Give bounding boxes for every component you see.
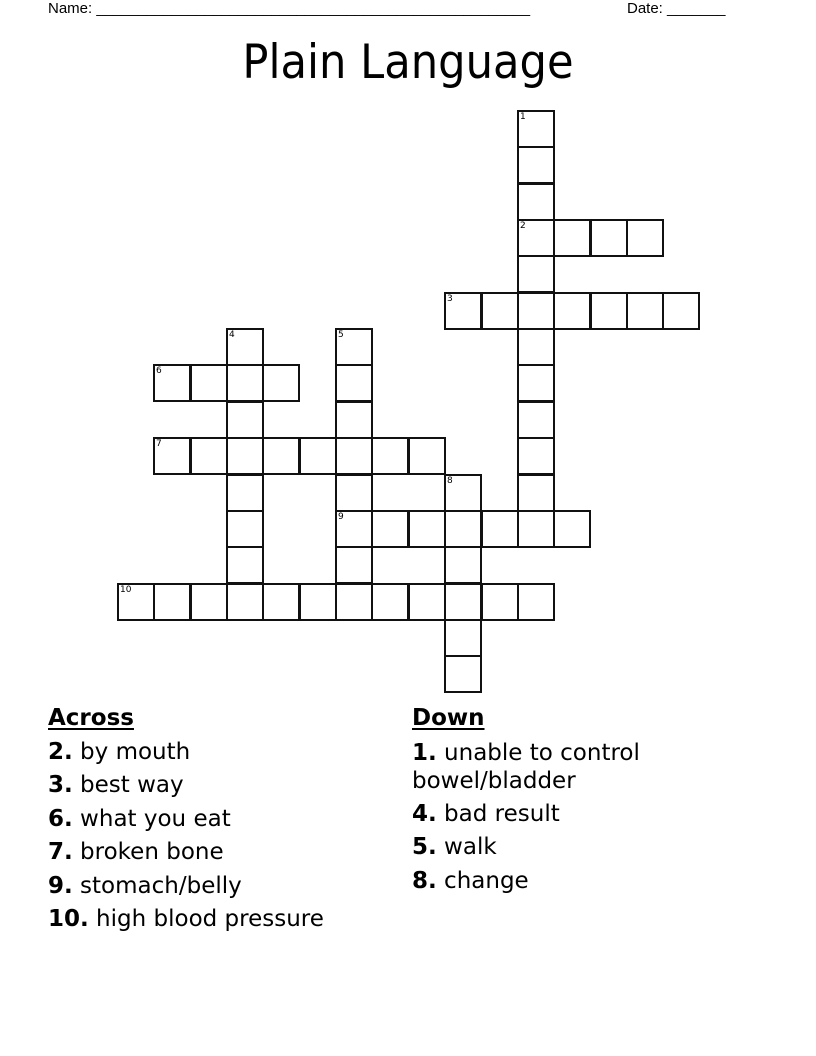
clue-number: 3. <box>48 772 73 798</box>
clue-across-7 <box>48 836 398 870</box>
across-clues <box>48 702 398 937</box>
clue-text: what you eat <box>72 805 231 832</box>
crossword-cell[interactable] <box>408 510 446 548</box>
clue-number: 6. <box>48 805 73 832</box>
name-field-label: Name: ____________________________________________________ <box>48 0 531 17</box>
crossword-cell[interactable] <box>517 183 555 221</box>
cell-number: 6 <box>156 366 162 376</box>
cell-number: 9 <box>338 512 344 522</box>
crossword-cell[interactable] <box>626 292 664 330</box>
cell-number: 1 <box>520 112 526 122</box>
clue-text: by mouth <box>72 738 191 765</box>
crossword-cell[interactable] <box>481 510 519 548</box>
crossword-cell[interactable] <box>481 292 519 330</box>
crossword-cell[interactable] <box>517 255 555 293</box>
date-field-label: Date: _______ <box>627 0 726 17</box>
clue-number: 4. <box>412 800 437 827</box>
crossword-cell[interactable] <box>408 583 446 621</box>
crossword-cell[interactable] <box>335 401 373 439</box>
clue-down-8 <box>412 865 712 899</box>
crossword-cell[interactable] <box>262 583 300 621</box>
down-clues <box>412 702 712 898</box>
crossword-cell[interactable] <box>226 364 264 402</box>
clue-number: 1. <box>412 739 437 766</box>
crossword-cell[interactable] <box>444 292 482 330</box>
crossword-cell[interactable] <box>517 474 555 512</box>
down-heading: Down <box>412 705 485 731</box>
clue-across-3 <box>48 769 398 803</box>
crossword-cell[interactable] <box>335 583 373 621</box>
clue-text: broken bone <box>72 839 224 865</box>
crossword-cell[interactable] <box>335 510 373 548</box>
clue-down-5 <box>412 831 712 865</box>
crossword-cell[interactable] <box>335 474 373 512</box>
crossword-cell[interactable] <box>226 546 264 584</box>
clue-text: stomach/belly <box>72 872 242 899</box>
crossword-cell[interactable] <box>226 510 264 548</box>
crossword-cell[interactable] <box>517 146 555 184</box>
crossword-cell[interactable] <box>335 364 373 402</box>
crossword-cell[interactable] <box>444 474 482 512</box>
crossword-cell[interactable] <box>517 110 555 148</box>
clue-across-6 <box>48 803 398 837</box>
clue-text: best way <box>72 772 184 798</box>
crossword-cell[interactable] <box>262 437 300 475</box>
crossword-cell[interactable] <box>335 546 373 584</box>
crossword-cell[interactable] <box>662 292 700 330</box>
clue-text: unable to control bowel/bladder <box>412 739 640 794</box>
crossword-cell[interactable] <box>371 510 409 548</box>
clue-number: 8. <box>412 867 437 894</box>
crossword-cell[interactable] <box>590 219 628 257</box>
cell-number: 8 <box>447 476 453 486</box>
across-heading: Across <box>48 705 134 731</box>
crossword-cell[interactable] <box>590 292 628 330</box>
crossword-cell[interactable] <box>553 292 591 330</box>
crossword-cell[interactable] <box>153 583 191 621</box>
clue-down-4 <box>412 798 712 832</box>
clue-across-9 <box>48 870 398 904</box>
crossword-cell[interactable] <box>553 510 591 548</box>
clue-text: change <box>436 867 529 894</box>
cell-number: 7 <box>156 439 162 449</box>
crossword-cell[interactable] <box>190 437 228 475</box>
clue-number: 10. <box>48 906 89 932</box>
crossword-cell[interactable] <box>517 292 555 330</box>
cell-number: 2 <box>520 221 526 231</box>
crossword-cell[interactable] <box>517 510 555 548</box>
crossword-cell[interactable] <box>517 583 555 621</box>
crossword-cell[interactable] <box>262 364 300 402</box>
crossword-cell[interactable] <box>553 219 591 257</box>
crossword-cell[interactable] <box>481 583 519 621</box>
crossword-cell[interactable] <box>444 510 482 548</box>
crossword-cell[interactable] <box>517 364 555 402</box>
crossword-cell[interactable] <box>371 583 409 621</box>
clue-number: 5. <box>412 834 437 860</box>
crossword-cell[interactable] <box>299 437 337 475</box>
crossword-cell[interactable] <box>626 219 664 257</box>
crossword-cell[interactable] <box>117 583 155 621</box>
clue-down-1 <box>412 736 712 798</box>
crossword-cell[interactable] <box>299 583 337 621</box>
clue-text: walk <box>436 834 497 860</box>
crossword-cell[interactable] <box>517 219 555 257</box>
crossword-cell[interactable] <box>444 546 482 584</box>
crossword-cell[interactable] <box>190 364 228 402</box>
crossword-cell[interactable] <box>444 583 482 621</box>
cell-number: 10 <box>120 585 132 595</box>
crossword-cell[interactable] <box>153 437 191 475</box>
page-title: Plain Language <box>242 35 574 90</box>
clue-number: 9. <box>48 872 73 899</box>
cell-number: 3 <box>447 294 453 304</box>
cell-number: 4 <box>229 330 235 340</box>
crossword-cell[interactable] <box>335 328 373 366</box>
crossword-cell[interactable] <box>226 328 264 366</box>
cell-number: 5 <box>338 330 344 340</box>
crossword-cell[interactable] <box>190 583 228 621</box>
crossword-cell[interactable] <box>408 437 446 475</box>
crossword-cell[interactable] <box>226 401 264 439</box>
crossword-cell[interactable] <box>444 655 482 693</box>
crossword-cell[interactable] <box>226 474 264 512</box>
crossword-cell[interactable] <box>371 437 409 475</box>
crossword-cell[interactable] <box>517 328 555 366</box>
crossword-cell[interactable] <box>517 437 555 475</box>
clue-number: 7. <box>48 839 73 865</box>
clue-text: bad result <box>436 800 560 827</box>
crossword-cell[interactable] <box>444 619 482 657</box>
crossword-cell[interactable] <box>517 401 555 439</box>
crossword-cell[interactable] <box>226 583 264 621</box>
clue-across-10 <box>48 903 398 937</box>
crossword-cell[interactable] <box>226 437 264 475</box>
clue-number: 2. <box>48 738 73 765</box>
crossword-cell[interactable] <box>153 364 191 402</box>
clue-across-2 <box>48 736 398 770</box>
crossword-cell[interactable] <box>335 437 373 475</box>
clue-text: high blood pressure <box>88 906 324 932</box>
